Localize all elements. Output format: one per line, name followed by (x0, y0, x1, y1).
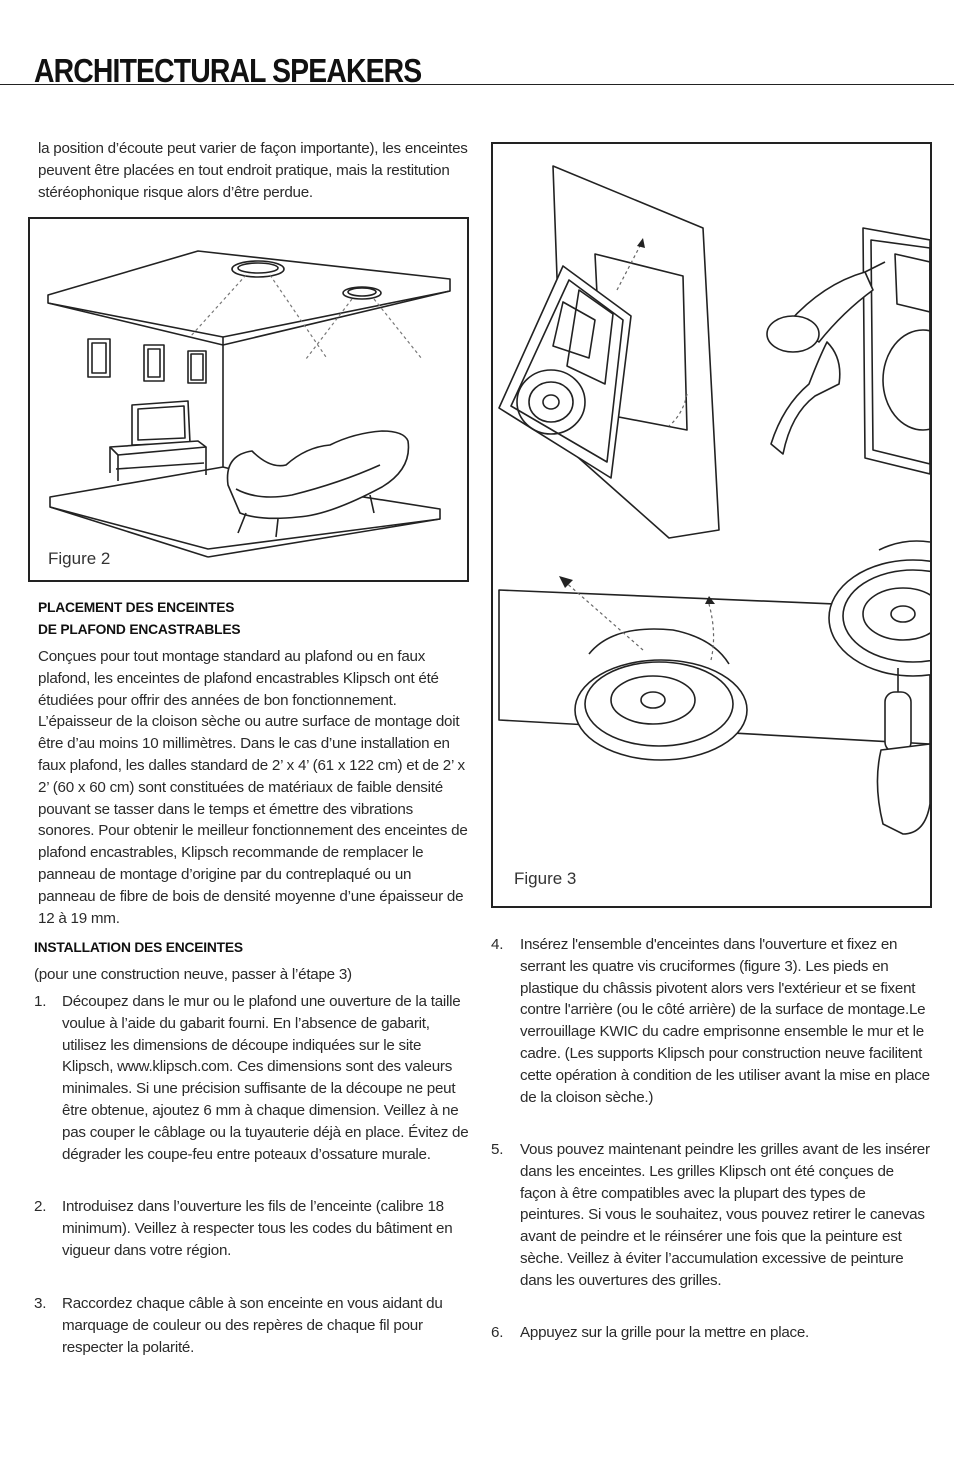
step-text: Appuyez sur la grille pour la mettre en place. (520, 1324, 810, 1341)
page-title: ARCHITECTURAL SPEAKERS (34, 52, 422, 89)
installation-illustration (493, 144, 930, 906)
ceiling-heading-line2: DE PLAFOND ENCASTRABLES (38, 622, 241, 637)
figure-2-label: Figure 2 (48, 549, 111, 568)
header-rule (0, 84, 954, 85)
intro-paragraph: la position d’écoute peut varier de façon importante), les enceintes peuvent être placées en tout endroit pratique, mais la restitution stéréophonique risque alors d’être perdue. (38, 140, 468, 201)
room-illustration (30, 219, 467, 580)
figure-3-label: Figure 3 (514, 869, 577, 888)
figure-2 (28, 217, 469, 582)
step-text: Insérez l'ensemble d'enceintes dans l'ouverture et fixez en serrant les quatre vis cruciformes (figure 3). Les pieds en plastique du châssis pivotent alors vers l'extérieur et se fixent contre l'arrière (ou le côté arrière) de la surface de montage.Le verrouillage KWIC du cadre emprisonne ensemble le mur et le cadre. (Les supports Klipsch pour construction neuve facilitent cette opération à condition de les utiliser avant la mise en place de la cloison sèche.) (520, 936, 930, 1106)
ceiling-body: Conçues pour tout montage standard au plafond ou en faux plafond, les enceintes de plafond encastrables Klipsch ont été étudiées pour offrir des années de bon fonctionnement. L’épaisseur de la cloison sèche ou autre surface de montage doit être d’au moins 10 millimètres. Dans le cas d’une installation en faux plafond, les dalles standard de 2’ x 4’ (61 x 122 cm) et de 2’ x 2’ (60 x 60 cm) sont constituées de matériaux de faible densité pouvant se tasser dans le temps et émettre des vibrations sonores. Pour obtenir le meilleur fonctionnement des enceintes de plafond encastrables, Klipsch recommande de remplacer le panneau de montage d’origine par du contreplaqué ou un panneau de fibre de bois de densité moyenne d’une épaisseur de 12 à 19 mm. (38, 648, 468, 927)
ceiling-heading-line1: PLACEMENT DES ENCEINTES (38, 600, 235, 615)
step-number: 5. (491, 1141, 504, 1158)
figure-3 (491, 142, 932, 908)
step-number: 6. (491, 1324, 504, 1341)
step-text: Introduisez dans l’ouverture les fils de l’enceinte (calibre 18 minimum). Veillez à respecter tous les codes du bâtiment en vigueur dans votre région. (62, 1198, 453, 1259)
step-text: Raccordez chaque câble à son enceinte en vous aidant du marquage de couleur ou des repères de chaque fil pour respecter la polarité. (62, 1295, 443, 1356)
step-number: 4. (491, 936, 504, 953)
step-number: 3. (34, 1295, 47, 1312)
installation-heading: INSTALLATION DES ENCEINTES (34, 940, 243, 955)
step-text: Découpez dans le mur ou le plafond une ouverture de la taille voulue à l’aide du gabarit fourni. En l’absence de gabarit, utilisez les dimensions de découpe indiquées sur le site Klipsch, www.klipsch.com. Ces dimensions sont des valeurs minimales. Si une précision suffisante de la découpe ne peut être obtenue, ajoutez 6 mm à chaque dimension. Veillez à ne pas couper le câblage ou la tuyauterie déjà en place. Évitez de dégrader les coupe-feu entre poteaux d’ossature murale. (62, 993, 469, 1163)
step-number: 2. (34, 1198, 47, 1215)
step-text: Vous pouvez maintenant peindre les grilles avant de les insérer dans les enceintes. Les grilles Klipsch ont été conçues de façon à être compatibles avec la plupart des types de peintures. Si vous le souhaitez, vous pouvez retirer le canevas avant de peindre et le réinsérer une fois que la peinture est sèche. Veillez à éviter l’accumulation excessive de peinture dans les ouvertures des grilles. (520, 1141, 930, 1289)
step-number: 1. (34, 993, 47, 1010)
installation-note: (pour une construction neuve, passer à l’étape 3) (34, 966, 352, 983)
